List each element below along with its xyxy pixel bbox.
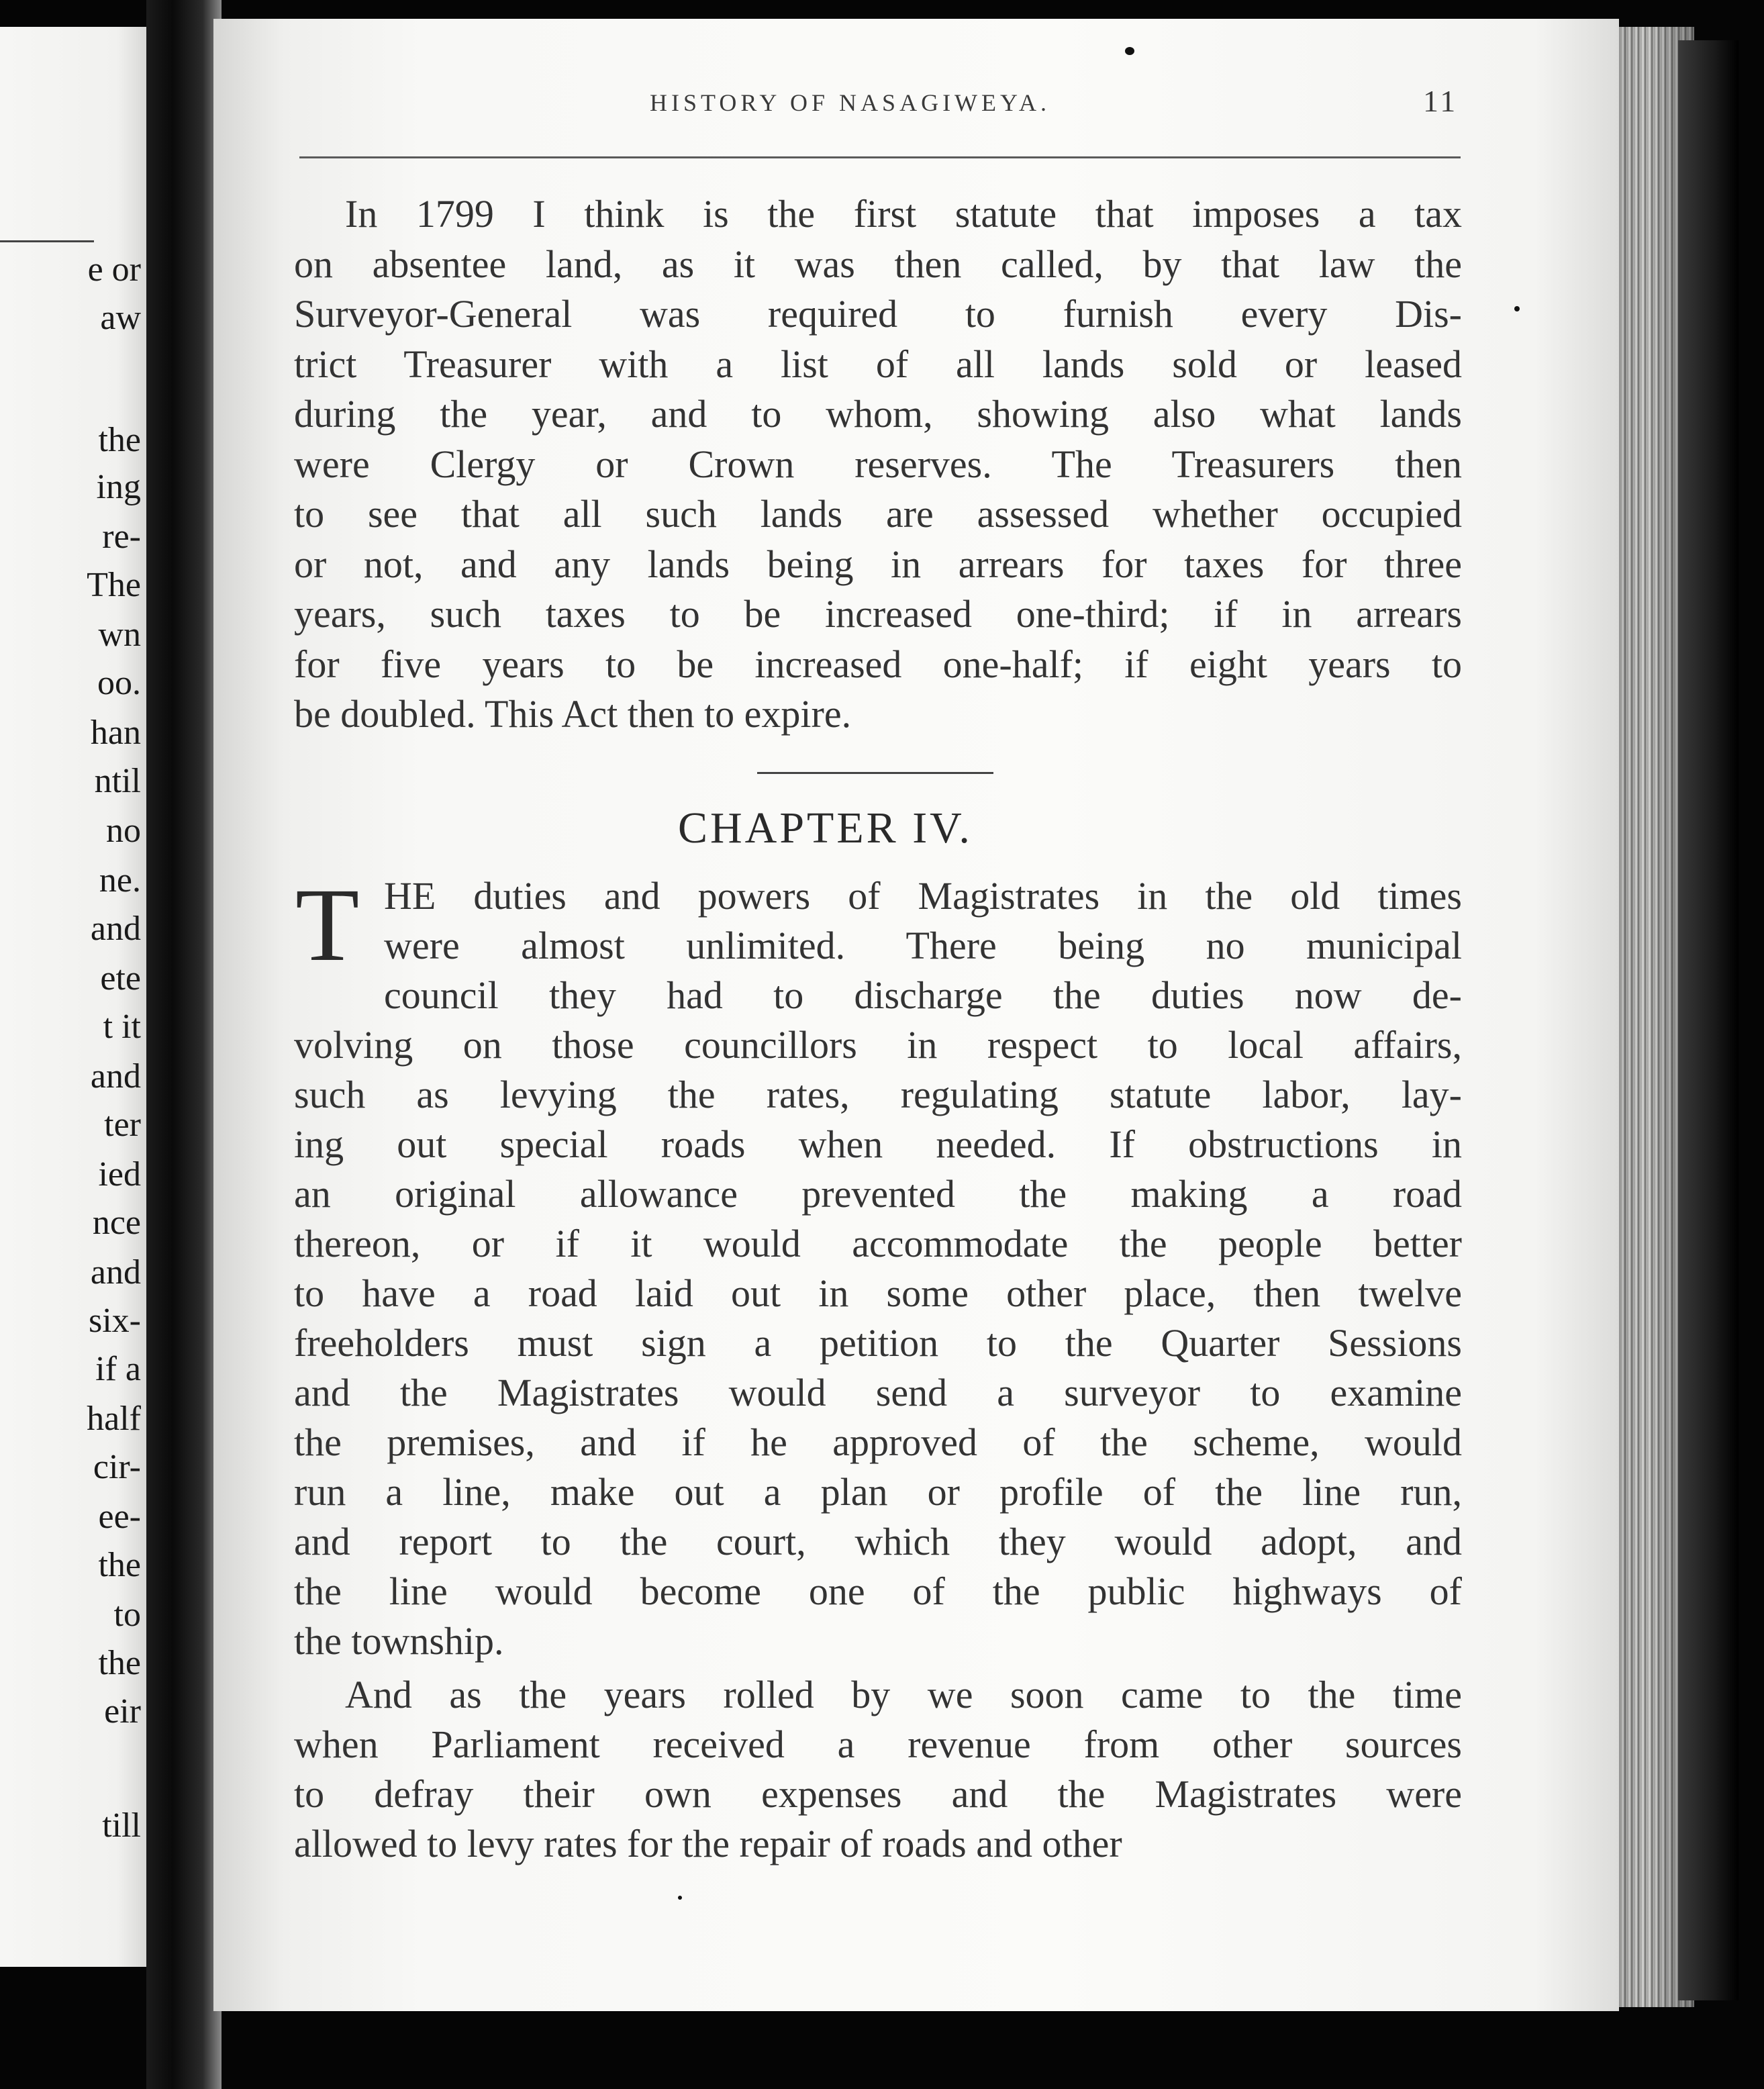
text-line: allowed to levy rates for the repair of roads and other <box>294 1822 1122 1865</box>
text-line: ing out special roads when needed. If obstructions in <box>294 1122 1462 1166</box>
left-page-rule <box>0 240 94 242</box>
left-page-line-fragment: half <box>87 1400 141 1438</box>
left-page-line-fragment: cir- <box>93 1448 141 1486</box>
left-page-line-fragment: oo. <box>97 664 141 702</box>
left-page-line-fragment: and <box>90 910 141 948</box>
left-page-line-fragment: ete <box>100 959 141 998</box>
drop-cap: T <box>295 867 360 983</box>
left-page-line-fragment: e or <box>87 250 141 289</box>
text-line: such as levying the rates, regulating statute labor, lay- <box>294 1073 1462 1116</box>
left-page-line-fragment: till <box>102 1806 141 1845</box>
text-line: an original allowance prevented the making a road <box>294 1172 1462 1216</box>
text-line: be doubled. This Act then to expire. <box>294 692 852 736</box>
left-page-line-fragment: the <box>98 1644 141 1682</box>
header-rule <box>299 156 1461 158</box>
left-page-line-fragment: han <box>90 714 141 752</box>
left-page-line-fragment: and <box>90 1057 141 1096</box>
running-head: HISTORY OF NASAGIWEYA. <box>650 89 1051 116</box>
text-line: when Parliament received a revenue from other sources <box>294 1722 1462 1766</box>
scan-speck <box>1514 306 1520 311</box>
text-line: thereon, or if it would accommodate the people better <box>294 1222 1462 1265</box>
text-line: and report to the court, which they would adopt, and <box>294 1520 1462 1563</box>
text-line: were almost unlimited. There being no municipal <box>384 924 1462 967</box>
left-page-line-fragment: six- <box>89 1302 141 1340</box>
text-line: the line would become one of the public highways of <box>294 1569 1462 1613</box>
left-page-line-fragment: ter <box>104 1106 141 1144</box>
text-line: to defray their own expenses and the Magistrates were <box>294 1772 1462 1816</box>
scan-speck <box>1125 47 1134 55</box>
left-page-line-fragment: ied <box>98 1155 141 1194</box>
text-line: Surveyor-General was required to furnish every Dis- <box>294 292 1462 336</box>
text-line: council they had to discharge the duties now de- <box>384 973 1462 1017</box>
text-line: volving on those councillors in respect to local affairs, <box>294 1023 1462 1067</box>
chapter-rule <box>757 772 993 774</box>
left-page-line-fragment: t it <box>103 1008 141 1046</box>
left-page-line-fragment: eir <box>104 1692 141 1731</box>
book-gutter <box>146 0 222 2089</box>
text-line: And as the years rolled by we soon came to the time <box>345 1673 1462 1716</box>
left-page-line-fragment: ing <box>96 468 141 506</box>
left-page-line-fragment: to <box>113 1596 141 1634</box>
left-page-line-fragment: re- <box>102 518 141 556</box>
text-line: on absentee land, as it was then called, by that law the <box>294 242 1462 286</box>
left-page-line-fragment: ntil <box>94 762 141 800</box>
text-line: run a line, make out a plan or profile of the line run, <box>294 1470 1462 1514</box>
book-cover-edge <box>1678 40 1738 2000</box>
text-line: years, such taxes to be increased one-third; if in arrears <box>294 592 1462 636</box>
text-line: to have a road laid out in some other place, then twelve <box>294 1271 1462 1315</box>
text-line: during the year, and to whom, showing also what lands <box>294 392 1462 436</box>
text-line: for five years to be increased one-half; if eight years to <box>294 642 1462 686</box>
text-line: were Clergy or Crown reserves. The Treasurers then <box>294 442 1462 486</box>
text-line: trict Treasurer with a list of all lands sold or leased <box>294 342 1462 386</box>
left-page-line-fragment: and <box>90 1253 141 1292</box>
text-line: freeholders must sign a petition to the Quarter Sessions <box>294 1321 1462 1365</box>
text-line: to see that all such lands are assessed whether occupied <box>294 492 1462 536</box>
left-page-line-fragment: the <box>98 1546 141 1584</box>
left-page-line-fragment: nce <box>92 1204 141 1242</box>
left-page-line-fragment: ee- <box>98 1498 141 1536</box>
left-page-fragment <box>0 27 146 1967</box>
text-line: or not, and any lands being in arrears for taxes for three <box>294 542 1462 586</box>
text-line: HE duties and powers of Magistrates in the old times <box>384 874 1462 918</box>
left-page-line-fragment: The <box>87 566 141 604</box>
chapter-title: CHAPTER IV. <box>678 804 973 853</box>
page-number: 11 <box>1423 84 1459 118</box>
left-page-line-fragment: wn <box>98 616 141 654</box>
text-line: In 1799 I think is the first statute that imposes a tax <box>345 192 1462 236</box>
left-page-line-fragment: if a <box>95 1350 141 1388</box>
left-page-line-fragment: ne. <box>99 861 141 900</box>
left-page-line-fragment: the <box>98 421 141 459</box>
text-line: and the Magistrates would send a surveyor to examine <box>294 1371 1462 1414</box>
left-page-line-fragment: no <box>106 812 141 850</box>
text-line: the township. <box>294 1619 504 1663</box>
left-page-line-fragment: aw <box>100 299 141 337</box>
text-line: the premises, and if he approved of the scheme, would <box>294 1420 1462 1464</box>
scan-speck <box>678 1896 682 1900</box>
